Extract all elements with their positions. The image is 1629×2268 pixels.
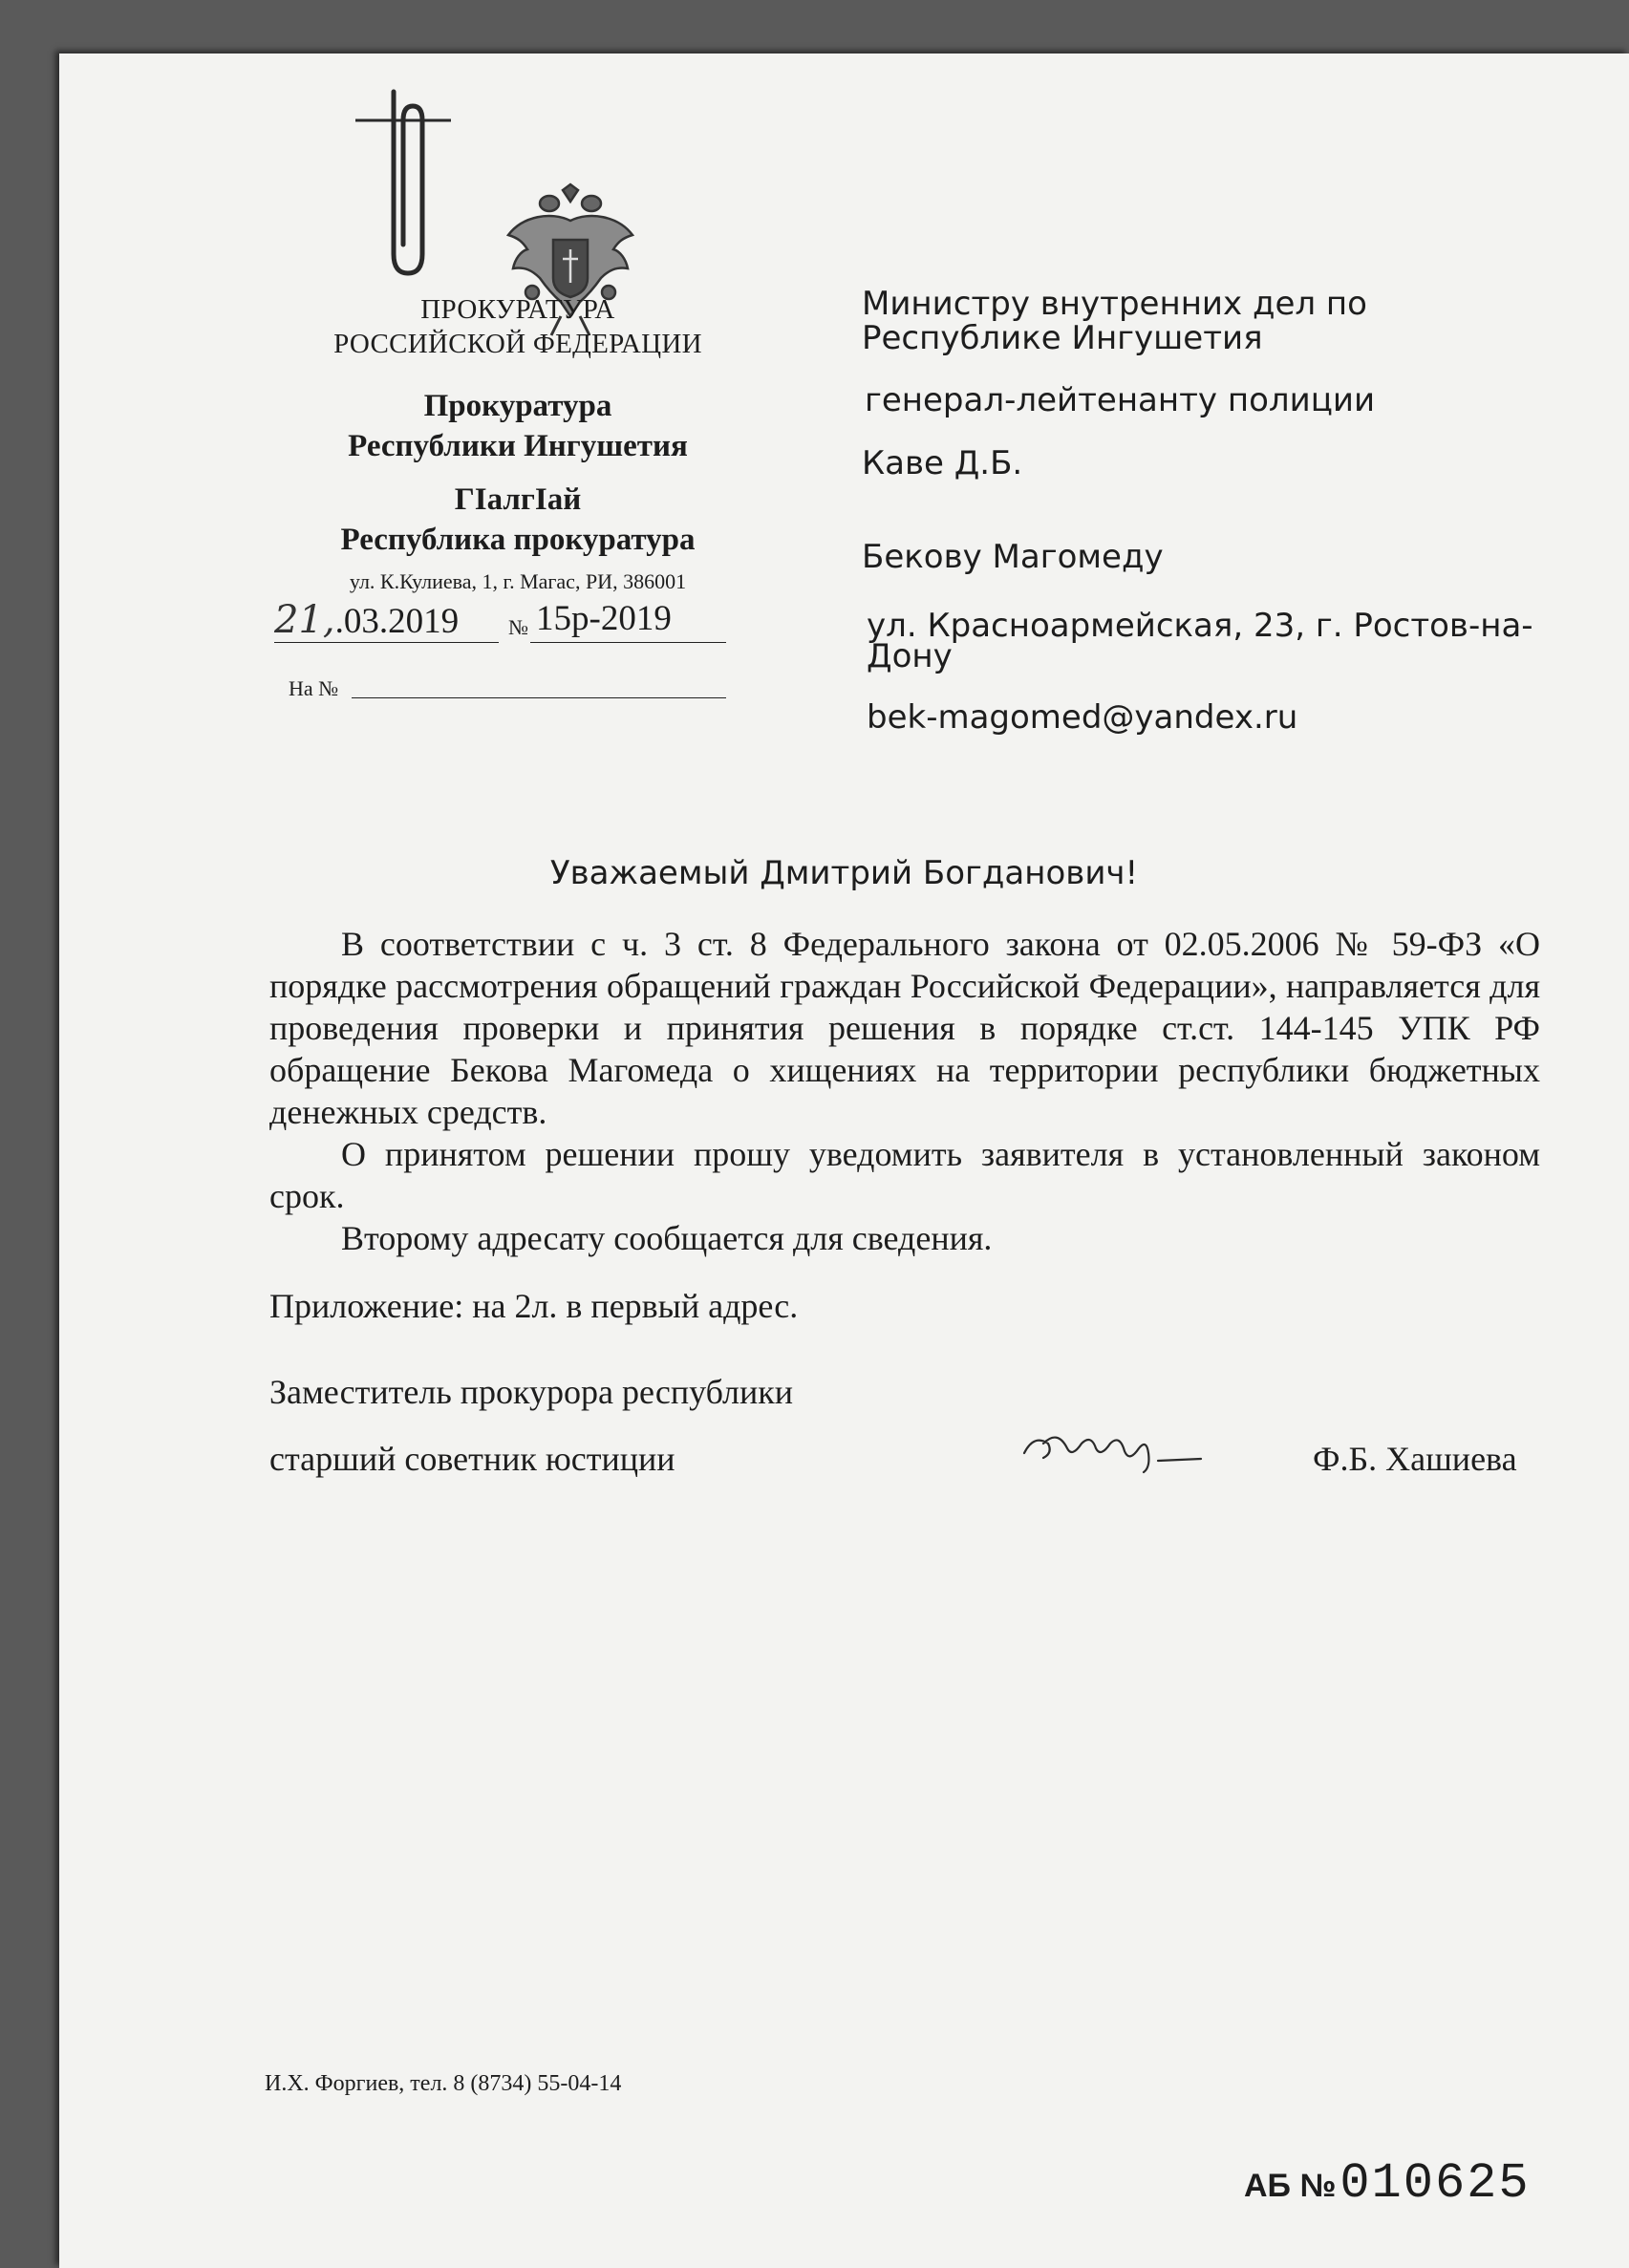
ref-label: На № <box>289 676 339 700</box>
signature-icon <box>1015 1415 1206 1482</box>
stamp-number: 010625 <box>1340 2155 1531 2212</box>
recipient2-name: Бекову Магомеду <box>862 538 1164 576</box>
signer-name: Ф.Б. Хашиева <box>1313 1440 1517 1478</box>
salutation: Уважаемый Дмитрий Богданович! <box>549 854 1139 892</box>
document-sheet <box>59 53 1629 2268</box>
paragraph-2: О принятом решении прошу уведомить заявителя в установленный законом срок. <box>269 1135 1540 1215</box>
recipient2-address-line2: Дону <box>867 637 953 675</box>
executor-info: И.Х. Форгиев, тел. 8 (8734) 55-04-14 <box>265 2071 622 2096</box>
number-value: 15р-2019 <box>536 599 672 638</box>
date-printed: .03.2019 <box>334 602 460 641</box>
form-serial-stamp <box>1244 2155 1531 2212</box>
paragraph-3: Второму адресату сообщается для сведения. <box>341 1219 993 1257</box>
org-name-line2: РОССИЙСКОЙ ФЕДЕРАЦИИ <box>333 329 702 359</box>
number-field <box>530 598 726 643</box>
recipient1-line2: Республике Ингушетия <box>862 319 1263 357</box>
date-field <box>274 598 499 643</box>
recipient2-email: bek-magomed@yandex.ru <box>867 698 1298 737</box>
paragraph-1: В соответствии с ч. 3 ст. 8 Федерального закона от 02.05.2006 № 59-ФЗ «О порядке рассмотрения обращений граждан Российской Федерации», направляется для проведения проверки и принятия решения в порядке ст.ст. 144-145 УПК РФ обращение Бекова Магомеда о хищениях на территории республики бюджетных денежных средств. <box>269 925 1540 1131</box>
office-name-line2: Республики Ингушетия <box>348 429 688 463</box>
recipient2-address-line1: ул. Красноармейская, 23, г. Ростов-на- <box>867 607 1533 645</box>
date-handwritten: 21, <box>274 598 335 642</box>
stamp-series: АБ № <box>1244 2168 1337 2204</box>
number-label: № <box>508 615 528 639</box>
office-ingush-line2: Республика прокуратура <box>340 523 696 557</box>
ref-field <box>352 697 726 698</box>
office-name-line1: Прокуратура <box>423 389 612 423</box>
letter-body <box>269 923 1540 1259</box>
recipient1-rank: генерал-лейтенанту полиции <box>865 381 1376 419</box>
attachment-note: Приложение: на 2л. в первый адрес. <box>269 1287 799 1325</box>
recipient1-line1: Министру внутренних дел по <box>862 285 1367 323</box>
signer-title-line2: старший советник юстиции <box>269 1440 675 1478</box>
office-address: ул. К.Кулиева, 1, г. Магас, РИ, 386001 <box>349 569 687 593</box>
org-name-line1: ПРОКУРАТУРА <box>420 294 615 325</box>
office-ingush-line1: ГӀалгӀай <box>454 482 582 517</box>
paperclip-icon <box>346 82 461 283</box>
signer-title-line1: Заместитель прокурора республики <box>269 1373 794 1411</box>
recipient1-name: Каве Д.Б. <box>862 444 1023 482</box>
